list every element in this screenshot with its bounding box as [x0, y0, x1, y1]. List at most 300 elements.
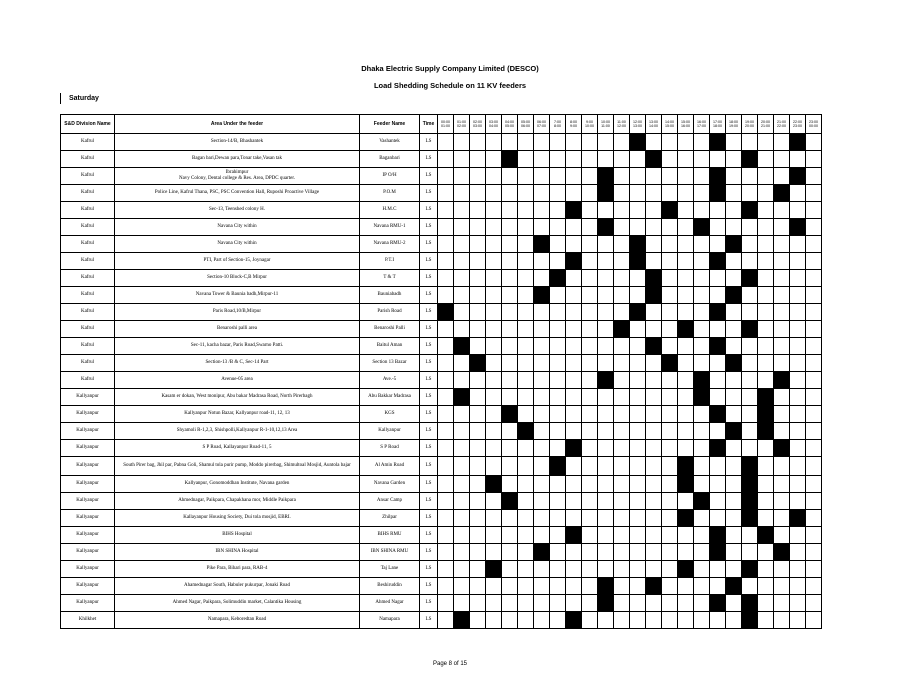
slot-cell	[454, 321, 470, 338]
slot-cell	[486, 527, 502, 544]
slot-cell	[646, 527, 662, 544]
slot-cell	[742, 578, 758, 595]
slot-cell	[678, 440, 694, 457]
table-row	[61, 561, 822, 578]
slot-cell	[486, 270, 502, 287]
slot-cell	[694, 151, 710, 168]
slot-cell	[438, 561, 454, 578]
slot-cell	[646, 595, 662, 612]
slot-cell	[582, 389, 598, 406]
slot-cell	[726, 493, 742, 510]
slot-cell	[534, 612, 550, 629]
slot-header	[598, 115, 614, 134]
division-cell: Kallyanpur	[61, 389, 115, 406]
feeder-cell: P.O.M	[360, 185, 420, 202]
table-row	[61, 202, 822, 219]
slot-cell	[454, 578, 470, 595]
outage-slot	[774, 185, 790, 202]
area-cell: Section-10 Block-C,B Mirpur	[115, 270, 360, 287]
slot-cell	[774, 168, 790, 185]
slot-cell	[486, 423, 502, 440]
slot-header	[518, 115, 534, 134]
slot-cell	[758, 321, 774, 338]
slot-cell	[726, 151, 742, 168]
outage-slot	[790, 510, 806, 527]
slot-cell	[774, 510, 790, 527]
slot-cell	[454, 270, 470, 287]
slot-cell	[582, 544, 598, 561]
slot-cell	[454, 423, 470, 440]
slot-cell	[454, 219, 470, 236]
slot-cell	[502, 510, 518, 527]
slot-cell	[486, 236, 502, 253]
slot-cell	[550, 423, 566, 440]
slot-cell	[598, 510, 614, 527]
slot-cell	[598, 151, 614, 168]
slot-cell	[758, 476, 774, 493]
outage-slot	[742, 612, 758, 629]
slot-cell	[742, 185, 758, 202]
slot-cell	[518, 270, 534, 287]
feeder-cell: IBN SHINA RMU	[360, 544, 420, 561]
slot-cell	[470, 595, 486, 612]
slot-cell	[710, 510, 726, 527]
area-cell: Kallayanpur Housing Society, Dui tola mosjid, EBRI.	[115, 510, 360, 527]
slot-cell	[518, 457, 534, 476]
table-row	[61, 510, 822, 527]
slot-cell	[790, 423, 806, 440]
slot-cell	[678, 527, 694, 544]
outage-slot	[518, 423, 534, 440]
outage-slot	[470, 355, 486, 372]
slot-cell	[774, 321, 790, 338]
slot-from: 06:00	[537, 119, 546, 124]
slot-cell	[502, 372, 518, 389]
slot-cell	[614, 372, 630, 389]
outage-slot	[454, 338, 470, 355]
time-cell: LS	[420, 527, 438, 544]
slot-cell	[502, 457, 518, 476]
slot-header	[662, 115, 678, 134]
slot-cell	[662, 134, 678, 151]
outage-slot	[566, 202, 582, 219]
slot-cell	[806, 185, 822, 202]
day-label: Saturday	[60, 93, 99, 104]
slot-from: 01:00	[457, 119, 466, 124]
slot-cell	[646, 168, 662, 185]
slot-cell	[758, 304, 774, 321]
slot-cell	[598, 406, 614, 423]
slot-cell	[598, 287, 614, 304]
division-cell: Khilkhet	[61, 612, 115, 629]
slot-cell	[486, 338, 502, 355]
slot-cell	[694, 304, 710, 321]
slot-cell	[694, 578, 710, 595]
slot-cell	[710, 321, 726, 338]
slot-cell	[790, 355, 806, 372]
slot-cell	[502, 355, 518, 372]
slot-cell	[758, 493, 774, 510]
slot-cell	[438, 287, 454, 304]
slot-cell	[470, 578, 486, 595]
slot-cell	[646, 406, 662, 423]
slot-cell	[518, 168, 534, 185]
slot-cell	[534, 185, 550, 202]
slot-cell	[614, 389, 630, 406]
slot-cell	[454, 372, 470, 389]
slot-cell	[662, 493, 678, 510]
outage-slot	[630, 134, 646, 151]
slot-cell	[678, 219, 694, 236]
slot-cell	[534, 338, 550, 355]
slot-cell	[582, 440, 598, 457]
slot-cell	[598, 493, 614, 510]
outage-slot	[790, 168, 806, 185]
slot-cell	[774, 578, 790, 595]
slot-cell	[438, 151, 454, 168]
slot-cell	[678, 168, 694, 185]
slot-cell	[646, 304, 662, 321]
slot-cell	[566, 561, 582, 578]
slot-from: 11:00	[617, 119, 626, 124]
slot-cell	[614, 304, 630, 321]
outage-slot	[566, 440, 582, 457]
table-row	[61, 321, 822, 338]
time-cell: LS	[420, 389, 438, 406]
table-row	[61, 134, 822, 151]
slot-cell	[758, 578, 774, 595]
slot-cell	[806, 355, 822, 372]
slot-cell	[518, 595, 534, 612]
division-cell: Kafrul	[61, 321, 115, 338]
slot-cell	[614, 185, 630, 202]
slot-from: 21:00	[777, 119, 786, 124]
slot-cell	[726, 168, 742, 185]
slot-from: 14:00	[665, 119, 674, 124]
slot-cell	[550, 338, 566, 355]
slot-header	[758, 115, 774, 134]
slot-cell	[630, 423, 646, 440]
slot-cell	[470, 321, 486, 338]
slot-cell	[518, 493, 534, 510]
slot-cell	[486, 544, 502, 561]
time-cell: LS	[420, 134, 438, 151]
slot-cell	[566, 355, 582, 372]
time-cell: LS	[420, 151, 438, 168]
slot-cell	[694, 476, 710, 493]
outage-slot	[694, 372, 710, 389]
slot-cell	[726, 389, 742, 406]
table-header-row	[61, 115, 822, 134]
slot-cell	[678, 236, 694, 253]
slot-cell	[518, 219, 534, 236]
slot-cell	[630, 287, 646, 304]
slot-cell	[678, 304, 694, 321]
slot-cell	[774, 612, 790, 629]
slot-header	[614, 115, 630, 134]
time-cell: LS	[420, 457, 438, 476]
slot-cell	[806, 544, 822, 561]
slot-to: 15:00	[665, 124, 674, 128]
slot-cell	[758, 202, 774, 219]
slot-cell	[582, 355, 598, 372]
slot-cell	[630, 151, 646, 168]
slot-cell	[502, 253, 518, 270]
slot-cell	[518, 372, 534, 389]
area-cell: Ahamednagar South, Habuler pukurpar, Jonaki Road	[115, 578, 360, 595]
slot-cell	[598, 544, 614, 561]
slot-cell	[790, 612, 806, 629]
slot-cell	[438, 510, 454, 527]
feeder-cell: Ave.-5	[360, 372, 420, 389]
slot-cell	[550, 185, 566, 202]
slot-cell	[646, 457, 662, 476]
slot-cell	[630, 457, 646, 476]
slot-cell	[806, 253, 822, 270]
slot-cell	[438, 440, 454, 457]
slot-cell	[502, 527, 518, 544]
slot-cell	[566, 457, 582, 476]
slot-cell	[806, 423, 822, 440]
slot-cell	[742, 423, 758, 440]
slot-cell	[710, 219, 726, 236]
slot-cell	[710, 457, 726, 476]
division-cell: Kafrul	[61, 355, 115, 372]
outage-slot	[710, 185, 726, 202]
slot-cell	[646, 440, 662, 457]
slot-cell	[758, 134, 774, 151]
slot-cell	[518, 389, 534, 406]
slot-cell	[646, 219, 662, 236]
slot-to: 16:00	[681, 124, 690, 128]
slot-cell	[742, 389, 758, 406]
area-cell: S P Road, Kallayanpur Road-11, 5	[115, 440, 360, 457]
slot-to: 04:00	[489, 124, 498, 128]
slot-cell	[582, 236, 598, 253]
slot-cell	[454, 185, 470, 202]
slot-cell	[790, 287, 806, 304]
slot-cell	[790, 406, 806, 423]
slot-cell	[582, 457, 598, 476]
slot-cell	[470, 134, 486, 151]
slot-cell	[758, 457, 774, 476]
slot-cell	[630, 338, 646, 355]
slot-cell	[678, 578, 694, 595]
division-cell: Kafrul	[61, 338, 115, 355]
outage-slot	[694, 389, 710, 406]
slot-cell	[534, 270, 550, 287]
outage-slot	[566, 612, 582, 629]
slot-cell	[438, 406, 454, 423]
table-row	[61, 236, 822, 253]
slot-cell	[742, 168, 758, 185]
slot-cell	[662, 406, 678, 423]
slot-cell	[550, 202, 566, 219]
slot-cell	[806, 151, 822, 168]
area-cell: Shyamoli R-1,2,3, Shishpolli,Kallyanpur R-1-10,12,13 Area	[115, 423, 360, 440]
slot-cell	[438, 219, 454, 236]
time-cell: LS	[420, 595, 438, 612]
slot-cell	[598, 321, 614, 338]
slot-cell	[454, 544, 470, 561]
area-cell: Ibrahimpur Navy Colony, Dental college & Res. Area, DPDC quarter.	[115, 168, 360, 185]
slot-cell	[518, 134, 534, 151]
slot-cell	[710, 151, 726, 168]
slot-cell	[774, 236, 790, 253]
slot-from: 20:00	[761, 119, 770, 124]
division-cell: Kallyanpur	[61, 476, 115, 493]
slot-cell	[566, 168, 582, 185]
table-row	[61, 151, 822, 168]
slot-cell	[486, 253, 502, 270]
slot-cell	[518, 440, 534, 457]
slot-cell	[438, 578, 454, 595]
time-cell: LS	[420, 355, 438, 372]
slot-cell	[806, 202, 822, 219]
slot-cell	[614, 219, 630, 236]
slot-cell	[550, 612, 566, 629]
slot-cell	[518, 185, 534, 202]
slot-cell	[502, 185, 518, 202]
slot-cell	[662, 457, 678, 476]
slot-cell	[470, 493, 486, 510]
slot-cell	[582, 304, 598, 321]
slot-cell	[790, 457, 806, 476]
slot-to: 21:00	[761, 124, 770, 128]
slot-cell	[662, 561, 678, 578]
table-row	[61, 168, 822, 185]
slot-cell	[582, 185, 598, 202]
outage-slot	[502, 406, 518, 423]
slot-cell	[710, 493, 726, 510]
feeder-cell: Namapara	[360, 612, 420, 629]
slot-cell	[774, 202, 790, 219]
slot-cell	[518, 578, 534, 595]
slot-cell	[758, 253, 774, 270]
slot-cell	[806, 134, 822, 151]
division-cell: Kafrul	[61, 236, 115, 253]
outage-slot	[614, 321, 630, 338]
slot-cell	[726, 321, 742, 338]
slot-cell	[646, 510, 662, 527]
feeder-cell: Benaroshi Palli	[360, 321, 420, 338]
page-number: Page 8 of 15	[432, 661, 468, 667]
slot-cell	[486, 372, 502, 389]
outage-slot	[534, 287, 550, 304]
slot-to: 07:00	[537, 124, 546, 128]
slot-cell	[502, 134, 518, 151]
outage-slot	[710, 338, 726, 355]
slot-cell	[806, 493, 822, 510]
slot-header	[774, 115, 790, 134]
outage-slot	[534, 544, 550, 561]
slot-cell	[806, 561, 822, 578]
time-cell: LS	[420, 561, 438, 578]
feeder-cell: Baganbari	[360, 151, 420, 168]
slot-cell	[630, 527, 646, 544]
slot-cell	[582, 612, 598, 629]
slot-cell	[582, 493, 598, 510]
slot-cell	[470, 168, 486, 185]
outage-slot	[678, 510, 694, 527]
slot-cell	[646, 236, 662, 253]
slot-cell	[646, 202, 662, 219]
slot-cell	[470, 457, 486, 476]
slot-header	[566, 115, 582, 134]
outage-slot	[598, 578, 614, 595]
slot-cell	[678, 287, 694, 304]
slot-cell	[726, 510, 742, 527]
slot-cell	[662, 578, 678, 595]
slot-cell	[694, 595, 710, 612]
table-row	[61, 372, 822, 389]
slot-header	[726, 115, 742, 134]
slot-cell	[710, 561, 726, 578]
slot-header	[486, 115, 502, 134]
slot-header	[678, 115, 694, 134]
slot-cell	[678, 595, 694, 612]
slot-cell	[534, 321, 550, 338]
slot-from: 00:00	[441, 119, 450, 124]
slot-cell	[662, 423, 678, 440]
slot-cell	[726, 304, 742, 321]
slot-cell	[758, 338, 774, 355]
slot-cell	[774, 595, 790, 612]
slot-cell	[502, 595, 518, 612]
outage-slot	[710, 595, 726, 612]
slot-cell	[678, 151, 694, 168]
slot-cell	[566, 151, 582, 168]
slot-cell	[582, 476, 598, 493]
slot-cell	[790, 544, 806, 561]
slot-cell	[454, 457, 470, 476]
feeder-cell: Baitul Aman	[360, 338, 420, 355]
division-cell: Kafrul	[61, 219, 115, 236]
slot-cell	[550, 595, 566, 612]
slot-cell	[614, 134, 630, 151]
slot-cell	[678, 544, 694, 561]
slot-cell	[454, 527, 470, 544]
outage-slot	[678, 561, 694, 578]
slot-cell	[582, 578, 598, 595]
slot-cell	[502, 270, 518, 287]
slot-cell	[454, 253, 470, 270]
outage-slot	[710, 253, 726, 270]
slot-cell	[758, 287, 774, 304]
outage-slot	[710, 304, 726, 321]
slot-cell	[790, 304, 806, 321]
slot-cell	[502, 219, 518, 236]
slot-cell	[598, 253, 614, 270]
slot-cell	[742, 355, 758, 372]
slot-cell	[550, 510, 566, 527]
outage-slot	[534, 236, 550, 253]
area-cell: Kallyanpur, Gonomoddhan Institute, Navana garden	[115, 476, 360, 493]
slot-from: 17:00	[713, 119, 722, 124]
outage-slot	[742, 457, 758, 476]
slot-header	[630, 115, 646, 134]
slot-cell	[534, 457, 550, 476]
slot-from: 03:00	[489, 119, 498, 124]
feeder-cell: S P Road	[360, 440, 420, 457]
feeder-cell: Zhilpar	[360, 510, 420, 527]
time-cell: LS	[420, 440, 438, 457]
slot-cell	[534, 372, 550, 389]
slot-cell	[694, 510, 710, 527]
slot-header	[742, 115, 758, 134]
slot-cell	[614, 287, 630, 304]
slot-cell	[630, 270, 646, 287]
